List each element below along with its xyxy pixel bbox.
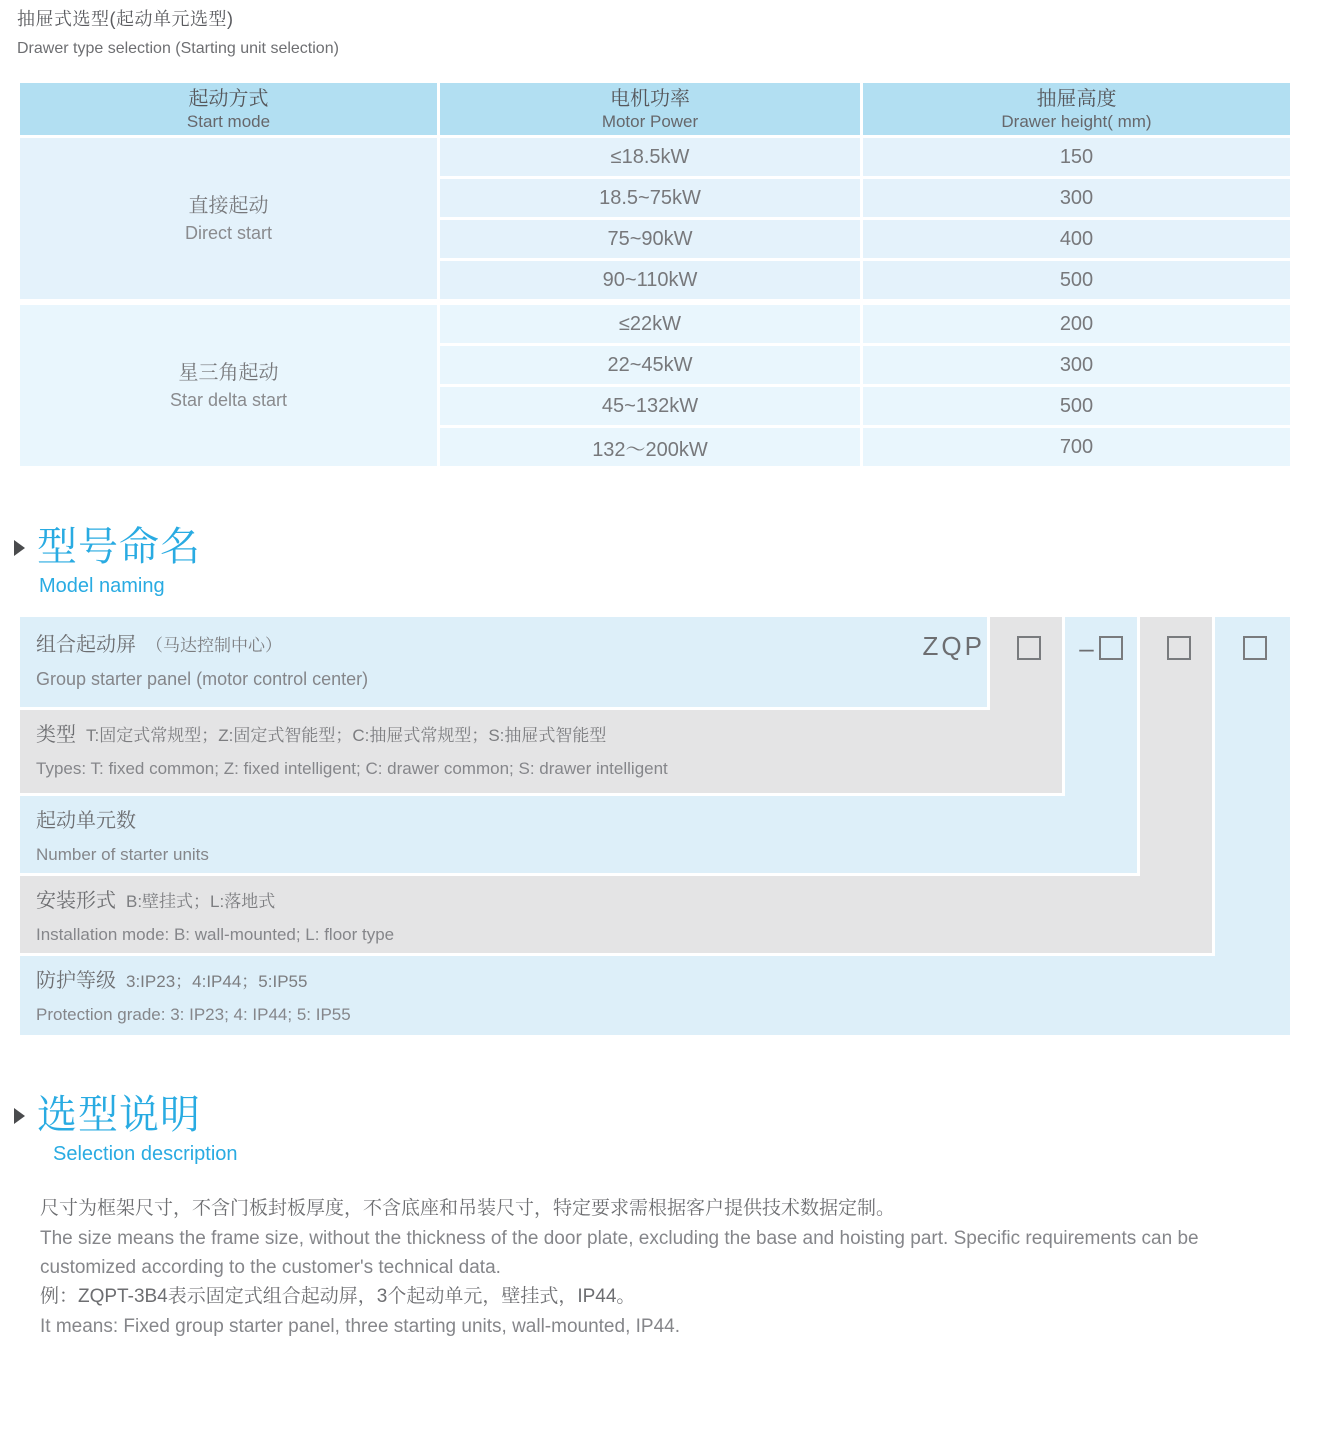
start-mode-en: Star delta start: [169, 389, 288, 410]
height-cell: 300: [863, 346, 1290, 384]
note-example-en: It means: Fixed group starter panel, three starting units, wall-mounted, IP44.: [40, 1316, 680, 1337]
power-cell: 90~110kW: [440, 261, 860, 299]
height-cell: 300: [863, 179, 1290, 217]
placeholder-box-icon: [1017, 636, 1041, 660]
band-zh: [36, 888, 1212, 915]
band-zh-label: 组合起动屏: [36, 634, 136, 656]
band-zh: [36, 808, 1137, 835]
column-header-zh: 起动方式: [188, 87, 269, 110]
band-en: Group starter panel (motor control center): [36, 669, 369, 689]
power-cell: ≤22kW: [440, 305, 860, 343]
power-cell: 22~45kW: [440, 346, 860, 384]
code-slot-type: [990, 635, 1062, 661]
note-en: The size means the frame size, without the thickness of the door plate, excluding the base and hoisting part. Specific requirements can be customized according to the customer's technical data.: [40, 1228, 1199, 1278]
section-heading-model-naming: [14, 524, 201, 598]
column-header-motor-power: [440, 83, 860, 135]
band-zh: [36, 968, 1290, 995]
model-code: ZQP: [922, 631, 985, 661]
band-zh-label: 安装形式: [36, 890, 116, 912]
band-zh-detail: 3:IP23；4:IP44；5:IP55: [126, 972, 308, 991]
power-cell: ≤18.5kW: [440, 138, 860, 176]
triangle-bullet-icon: [14, 540, 25, 556]
band-zh-detail: （马达控制中心）: [146, 636, 282, 655]
model-naming-band-installation-mode: [20, 876, 1212, 953]
section-heading-selection-description: [14, 1092, 238, 1166]
table-group-direct-start: [20, 138, 1290, 299]
code-slot-protection: [1215, 635, 1290, 661]
height-cell: 400: [863, 220, 1290, 258]
column-header-drawer-height: [863, 83, 1290, 135]
column-header-zh: 抽屉高度: [1036, 87, 1117, 110]
slot-prefix: –: [1079, 633, 1094, 663]
height-cell: 150: [863, 138, 1290, 176]
band-zh: [36, 632, 987, 659]
model-naming-band-protection-grade: [20, 956, 1290, 1035]
start-mode-cell: [20, 138, 437, 299]
drawer-selection-table: [20, 83, 1290, 466]
height-cell: 700: [863, 428, 1290, 466]
band-en: Installation mode: B: wall-mounted; L: floor type: [36, 925, 395, 944]
column-header-en: Start mode: [186, 111, 271, 131]
model-naming-diagram: [20, 617, 1290, 1035]
power-cell: 18.5~75kW: [440, 179, 860, 217]
height-cell: 200: [863, 305, 1290, 343]
code-slot-installation: [1140, 635, 1212, 661]
heading-en: Selection description: [53, 1143, 238, 1165]
code-slot-units: [1065, 635, 1137, 661]
band-en: Number of starter units: [36, 845, 209, 864]
note-zh: 尺寸为框架尺寸，不含门板封板厚度，不含底座和吊装尺寸，特定要求需根据客户提供技术数据定制。: [40, 1198, 896, 1219]
power-cell: 45~132kW: [440, 387, 860, 425]
band-zh: [36, 722, 1062, 749]
height-cell: 500: [863, 387, 1290, 425]
selection-notes: [40, 1194, 1292, 1341]
placeholder-box-icon: [1243, 636, 1267, 660]
column-header-en: Motor Power: [601, 111, 699, 131]
heading-text: [37, 1092, 238, 1166]
column-header-en: Drawer height( mm): [1001, 111, 1152, 131]
column-header-start-mode: [20, 83, 437, 135]
heading-zh: 选型说明: [37, 1093, 201, 1137]
model-naming-band-group-starter-panel: [20, 617, 987, 707]
document-title-zh: 抽屉式选型(起动单元选型): [17, 9, 234, 29]
document-title: [17, 6, 339, 60]
band-zh-label: 起动单元数: [36, 810, 136, 832]
start-mode-cell: [20, 305, 437, 466]
band-zh-detail: T:固定式常规型；Z:固定式智能型；C:抽屉式常规型；S:抽屉式智能型: [86, 726, 607, 745]
band-zh-label: 防护等级: [36, 970, 116, 992]
power-cell: 132～200kW: [440, 428, 860, 466]
placeholder-box-icon: [1099, 636, 1123, 660]
band-en: Protection grade: 3: IP23; 4: IP44; 5: IP55: [36, 1005, 351, 1024]
note-example-zh: 例：ZQPT-3B4表示固定式组合起动屏，3个起动单元，壁挂式，IP44。: [40, 1286, 636, 1307]
model-naming-band-starter-units: [20, 796, 1137, 873]
band-en: Types: T: fixed common; Z: fixed intelligent; C: drawer common; S: drawer intelligent: [36, 759, 668, 778]
heading-zh: 型号命名: [37, 525, 201, 569]
model-naming-band-types: [20, 710, 1062, 793]
table-header-row: [20, 83, 1290, 135]
column-header-zh: 电机功率: [610, 87, 690, 110]
band-zh-label: 类型: [36, 724, 76, 746]
document-title-en: Drawer type selection (Starting unit selection): [17, 40, 339, 57]
start-mode-zh: 星三角起动: [178, 361, 279, 384]
start-mode-en: Direct start: [184, 222, 272, 243]
heading-en: Model naming: [39, 575, 165, 597]
power-cell: 75~90kW: [440, 220, 860, 258]
band-zh-detail: B:壁挂式；L:落地式: [126, 892, 276, 911]
height-cell: 500: [863, 261, 1290, 299]
triangle-bullet-icon: [14, 1108, 25, 1124]
placeholder-box-icon: [1167, 636, 1191, 660]
table-group-star-delta-start: [20, 305, 1290, 466]
heading-text: [37, 524, 201, 598]
start-mode-zh: 直接起动: [188, 194, 269, 217]
